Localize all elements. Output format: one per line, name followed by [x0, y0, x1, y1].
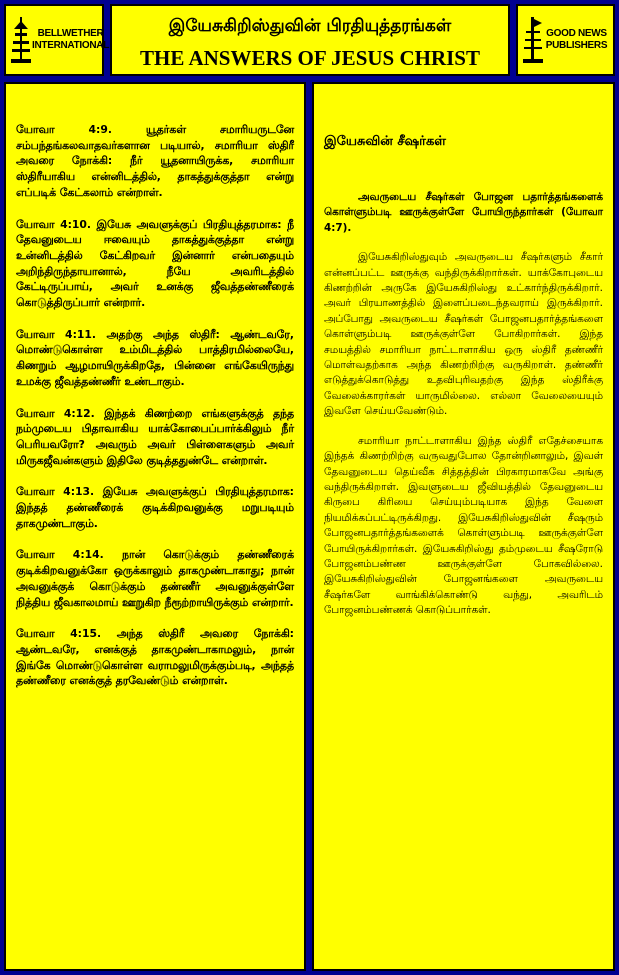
scripture-paragraph: யோவா 4:12. இந்தக் கிணற்றை எங்களுக்குத் தந்த நம்முடைய பிதாவாகிய யாக்கோபைப்பார்க்கிலும் நீர் பெரியவரோ? அவரும் அவர் பிள்ளைகளும் அவர் மிருகஜீவன்களும் இதிலே குடித்ததுண்டே என்றாள். [16, 406, 294, 467]
title-banner [110, 4, 510, 76]
commentary-paragraph: சமாரியா நாட்டாளாகிய இந்த ஸ்திரீ எதேச்சையாக இந்தக் கிணற்றிற்கு வருவதுபோல தோன்றினாலும், இவள் தேவனுடைய தெய்வீக சித்தத்தின் பிரகாரமாகவே அங்கு வந்திருக்கிறாள். இவளுடைய ஜீவியத்தில் தேவனுடைய கிருபை கிரியை செய்யும்படியாக இந்த வேளை நியமிக்கப்பட்டிருக்கிறது. இயேசுகிறிஸ்துவின் சீஷரும் போஜனபதார்த்தங்களைக் கொள்ளும்படி ஊருக்குள்ளே போயிருக்கிறார்கள். இயேசுகிறிஸ்து தம்முடைய சீஷரோடு போஜனம்பண்ண ஊருக்குள்ளே போகவில்லை. இயேசுகிறிஸ்துவின் போஜனங்களை அவருடைய சீஷர்களே வாங்கிக்கொண்டு வந்து, அவரிடம் போஜனம்பண்ணக் கொடுப்பார்கள். [324, 434, 603, 617]
good-news-logo [516, 4, 615, 76]
scripture-column [4, 82, 306, 971]
good-news-logo-line2: PUBLISHERS [545, 40, 608, 51]
scripture-paragraph: யோவா 4:13. இயேசு அவளுக்குப் பிரதியுத்தரமாக: இந்தத் தண்ணீரைக் குடிக்கிறவனுக்கு மறுபடியும் தாகமுண்டாகும். [16, 485, 294, 530]
intro-paragraph: அவருடைய சீஷர்கள் போஜன பதார்த்தங்களைக் கொள்ளும்படி ஊருக்குள்ளே போயிருந்தார்கள் (யோவா 4:7). [324, 191, 603, 234]
scripture-paragraph: யோவா 4:15. அந்த ஸ்திரீ அவரை நோக்கி: ஆண்டவரே, எனக்குத் தாகமுண்டாகாமலும், நான் இங்கே மொண்டுகொள்ள வராமலுமிருக்கும்படி, அந்தத் தண்ணீரை எனக்குத் தரவேண்டும் என்றாள். [16, 627, 294, 688]
bellwether-logo-icon [10, 13, 32, 67]
title-english: THE ANSWERS OF JESUS CHRIST [140, 46, 480, 70]
scripture-paragraph: யோவா 4:14. நான் கொடுக்கும் தண்ணீரைக் குடிக்கிறவனுக்கோ ஒருக்காலும் தாகமுண்டாகாது; நான் அவனுக்குக் கொடுக்கும் தண்ணீர் அவனுக்குள்ளே நித்திய ஜீவகாலமாய் ஊறுகிற நீரூற்றாயிருக்கும் என்றார். [16, 548, 294, 609]
section-heading: இயேசுவின் சீஷர்கள் [324, 134, 447, 149]
good-news-logo-icon [522, 13, 544, 67]
bellwether-logo [4, 4, 110, 76]
bellwether-logo-line2: INTERNATIONAL [32, 40, 110, 51]
commentary-paragraph: இயேசுகிறிஸ்துவும் அவருடைய சீஷர்களும் சீகார் என்னப்பட்ட ஊருக்கு வந்திருக்கிறார்கள். யாக்கோபுடைய கிணற்றின் அருகே இயேசுகிறிஸ்து உட்கார்ந்திருக்கிறார். அவர் பிரயாணத்தில் இளைப்படைந்தவராய் இருக்கிறார். அப்போது அவருடைய சீஷர்கள் போஜனபதார்த்தங்களை கொள்ளும்படி ஊருக்குள்ளே போகிறார்கள். இந்த சமயத்தில் சமாரியா நாட்டாளாகிய ஒரு ஸ்திரீ தண்ணீர் மொள்வதற்காக அந்த கிணற்றிற்கு வருகிறாள். தண்ணீர் எடுத்துக்கொடுத்து உதவிபுரிவதற்கு இந்த ஸ்திரீக்கு வேலைக்காரர்கள் யாருமில்லை. எல்லா வேலையையும் இவளே செய்யவேண்டும். [324, 251, 603, 418]
commentary-column [312, 82, 615, 971]
title-tamil: இயேசுகிறிஸ்துவின் பிரதியுத்தரங்கள் [168, 16, 452, 36]
scripture-paragraph: யோவா 4:11. அதற்கு அந்த ஸ்திரீ: ஆண்டவரே, மொண்டுகொள்ள உம்மிடத்தில் பாத்திரமில்லையே, கிணறும் ஆழமாயிருக்கிறதே, பின்னை எங்கேயிருந்து உமக்கு ஜீவத்தண்ணீர் உண்டாகும். [16, 327, 294, 388]
scripture-paragraph: யோவா 4:9. யூதர்கள் சமாரியருடனே சம்பந்தங்கலவாதவர்களான படியால், சமாரியா ஸ்திரீ அவரை நோக்கி: நீர் யூதனாயிருக்க, சமாரியா ஸ்திரீயாகிய என்னிடத்தில், தாகத்துக்குத்தா என்று எப்படிக் கேட்கலாம் என்றாள். [16, 123, 294, 199]
scripture-paragraph: யோவா 4:10. இயேசு அவளுக்குப் பிரதியுத்தரமாக: நீ தேவனுடைய ஈவையும் தாகத்துக்குத்தா என்று உன்னிடத்தில் கேட்கிறவர் இன்னார் என்பதையும் அறிந்திருந்தாயானால், நீயே அவரிடத்தில் கேட்டிருப்பாய், அவர் உனக்கு ஜீவத்தண்ணீரைக் கொடுத்திருப்பார் என்றார். [16, 217, 294, 310]
bellwether-logo-line1: BELLWETHER [37, 28, 104, 39]
good-news-logo-line1: GOOD NEWS [546, 28, 607, 39]
